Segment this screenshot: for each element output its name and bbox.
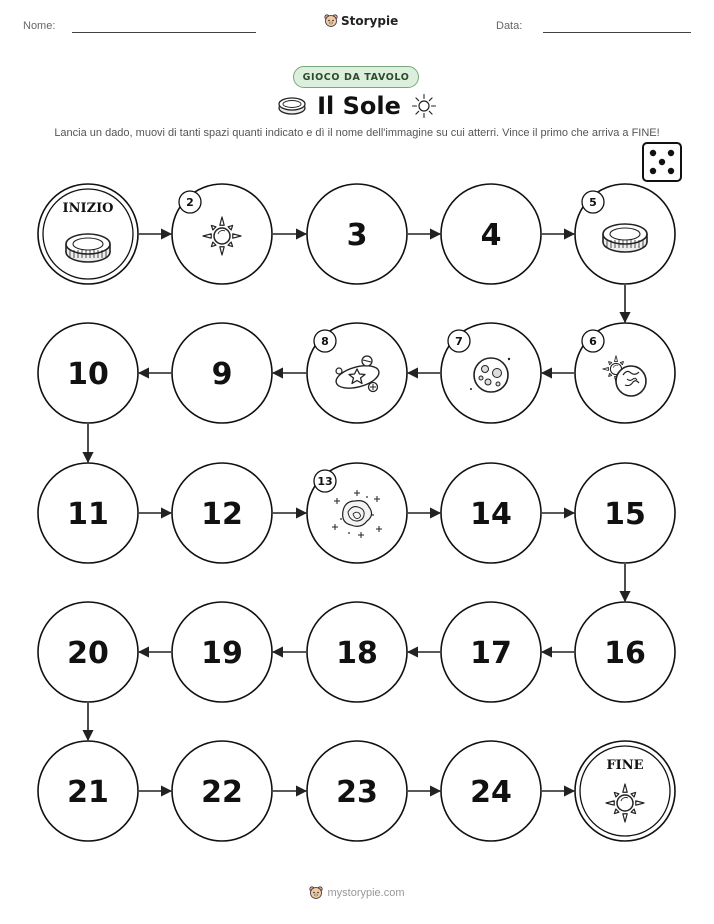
footer: [0, 885, 714, 901]
coin-icon: [603, 224, 647, 252]
coin-icon: [66, 234, 110, 262]
board-space-10[interactable]: [38, 323, 138, 423]
board-space-25[interactable]: [575, 741, 675, 841]
space-number: 21: [67, 775, 109, 810]
board-space-3[interactable]: [307, 184, 407, 284]
space-number-badge: [179, 191, 201, 213]
board-space-7[interactable]: [441, 323, 541, 423]
brand-name: Storypie: [341, 14, 399, 28]
space-number: 9: [211, 357, 233, 392]
date-label: Data:: [496, 20, 523, 32]
space-number-badge: [582, 330, 604, 352]
board-space-5[interactable]: [575, 184, 675, 284]
space-number-badge-text: 7: [455, 335, 463, 348]
board-space-19[interactable]: [172, 602, 272, 702]
space-number: 15: [604, 497, 646, 532]
space-number-badge-text: 5: [589, 196, 597, 209]
board-space-12[interactable]: [172, 463, 272, 563]
space-number-badge-text: 13: [317, 475, 333, 488]
space-number: 11: [67, 497, 109, 532]
space-number: 12: [201, 497, 243, 532]
board-space-16[interactable]: [575, 602, 675, 702]
footer-site: mystorypie.com: [327, 887, 405, 899]
space-number: 4: [480, 218, 502, 253]
board-space-8[interactable]: [307, 323, 407, 423]
name-label: Nome:: [23, 20, 56, 32]
bear-mascot-icon: [309, 885, 323, 901]
instructions: Lancia un dado, muovi di tanti spazi quanti indicato e dì il nome dell'immagine su cui atterri. Vince il primo che arriva a FINE!: [54, 127, 660, 139]
space-number: 14: [470, 497, 512, 532]
board-space-14[interactable]: [441, 463, 541, 563]
board-space-15[interactable]: [575, 463, 675, 563]
board-space-2[interactable]: [172, 184, 272, 284]
page-title: Il Sole: [317, 92, 401, 120]
space-number-badge: [582, 191, 604, 213]
space-number: 22: [201, 775, 243, 810]
space-number-badge-text: 8: [321, 335, 329, 348]
space-number: 19: [201, 636, 243, 671]
board-space-1[interactable]: [38, 184, 138, 284]
space-number: 16: [604, 636, 646, 671]
space-number: 3: [346, 218, 368, 253]
start-label: INIZIO: [62, 201, 114, 216]
space-number: 23: [336, 775, 378, 810]
board-space-24[interactable]: [441, 741, 541, 841]
finish-label: FINE: [606, 758, 644, 773]
space-number-badge: [314, 330, 336, 352]
space-number: 20: [67, 636, 109, 671]
board-space-4[interactable]: [441, 184, 541, 284]
space-number-badge: [314, 470, 336, 492]
space-number: 10: [67, 357, 109, 392]
space-number: 18: [336, 636, 378, 671]
space-number: 17: [470, 636, 512, 671]
board-space-17[interactable]: [441, 602, 541, 702]
space-number-badge-text: 6: [589, 335, 597, 348]
board-space-13[interactable]: [307, 463, 407, 563]
board-space-18[interactable]: [307, 602, 407, 702]
board-space-6[interactable]: [575, 323, 675, 423]
board-space-21[interactable]: [38, 741, 138, 841]
board-space-23[interactable]: [307, 741, 407, 841]
game-type-badge: GIOCO DA TAVOLO: [293, 66, 419, 88]
space-number-badge-text: 2: [186, 196, 194, 209]
space-number: 24: [470, 775, 512, 810]
space-number-badge: [448, 330, 470, 352]
board-space-9[interactable]: [172, 323, 272, 423]
board-space-11[interactable]: [38, 463, 138, 563]
board-space-20[interactable]: [38, 602, 138, 702]
board-space-22[interactable]: [172, 741, 272, 841]
